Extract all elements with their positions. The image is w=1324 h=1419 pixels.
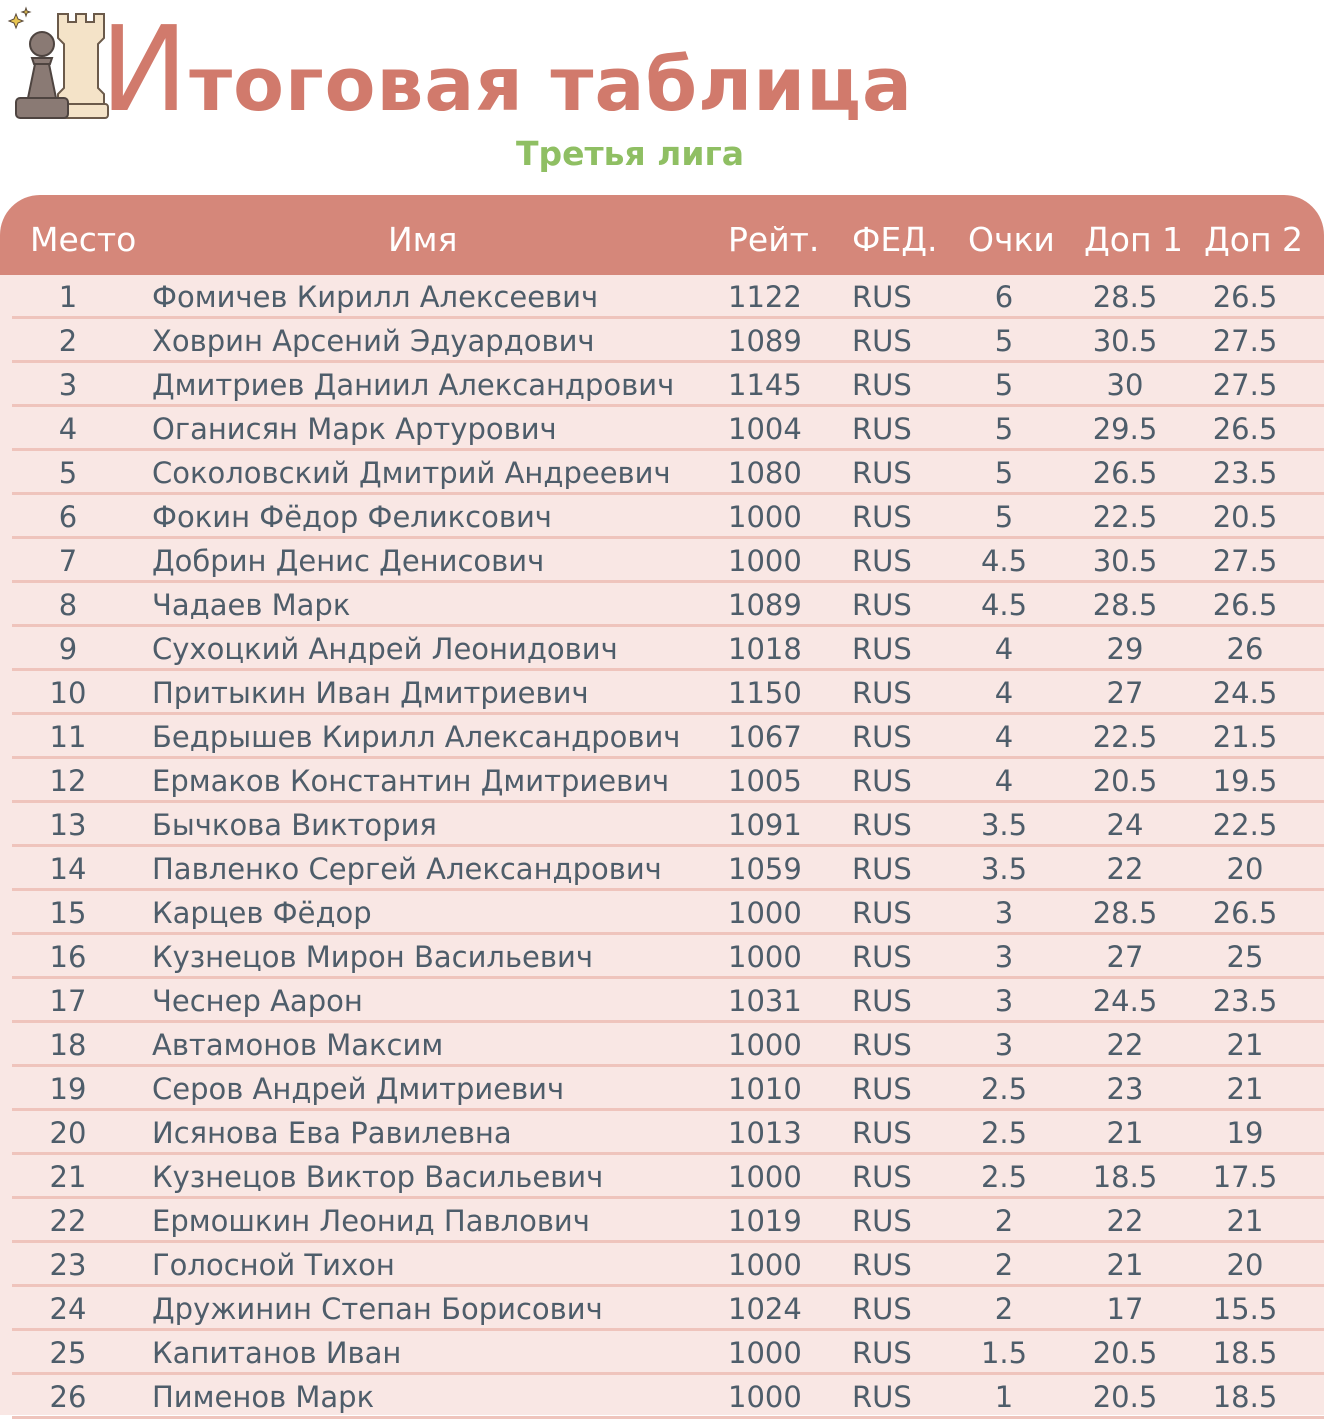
cell-place: 18 (49, 1028, 87, 1062)
cell-rating: 1024 (728, 1292, 802, 1326)
cell-tiebreak-1: 28.5 (1092, 588, 1158, 622)
cell-points: 4 (994, 676, 1014, 710)
table-row (0, 495, 1324, 539)
cell-federation: RUS (852, 676, 912, 710)
cell-tiebreak-1: 22 (1106, 852, 1144, 886)
page-subtitle: Третья лига (516, 134, 744, 173)
cell-tiebreak-1: 24 (1106, 808, 1144, 842)
cell-tiebreak-1: 20.5 (1092, 764, 1158, 798)
cell-rating: 1000 (728, 896, 802, 930)
table-row (0, 803, 1324, 847)
cell-name: Чеснер Аарон (152, 984, 363, 1018)
column-header-name: Имя (388, 220, 458, 259)
cell-place: 7 (58, 544, 78, 578)
table-row (0, 1067, 1324, 1111)
cell-points: 4.5 (980, 544, 1028, 578)
cell-tiebreak-1: 29 (1106, 632, 1144, 666)
cell-tiebreak-2: 26.5 (1212, 280, 1278, 314)
cell-tiebreak-1: 28.5 (1092, 896, 1158, 930)
cell-tiebreak-1: 21 (1106, 1116, 1144, 1150)
cell-name: Кузнецов Виктор Васильевич (152, 1160, 604, 1194)
page-header (0, 0, 1324, 190)
cell-points: 3 (994, 984, 1014, 1018)
cell-rating: 1059 (728, 852, 802, 886)
cell-tiebreak-2: 21.5 (1212, 720, 1278, 754)
table-row (0, 583, 1324, 627)
cell-federation: RUS (852, 544, 912, 578)
table-row (0, 1375, 1324, 1419)
cell-points: 3.5 (980, 808, 1028, 842)
cell-federation: RUS (852, 1248, 912, 1282)
cell-rating: 1089 (728, 588, 802, 622)
cell-name: Голосной Тихон (152, 1248, 395, 1282)
cell-tiebreak-2: 23.5 (1212, 456, 1278, 490)
cell-points: 6 (994, 280, 1014, 314)
cell-tiebreak-1: 30.5 (1092, 544, 1158, 578)
cell-name: Ховрин Арсений Эдуардович (152, 324, 595, 358)
table-row (0, 319, 1324, 363)
cell-rating: 1000 (728, 544, 802, 578)
cell-federation: RUS (852, 588, 912, 622)
table-row (0, 935, 1324, 979)
cell-tiebreak-1: 21 (1106, 1248, 1144, 1282)
cell-place: 23 (49, 1248, 87, 1282)
cell-name: Бедрышев Кирилл Александрович (152, 720, 681, 754)
cell-rating: 1000 (728, 1028, 802, 1062)
cell-tiebreak-1: 24.5 (1092, 984, 1158, 1018)
cell-tiebreak-1: 22 (1106, 1028, 1144, 1062)
cell-federation: RUS (852, 456, 912, 490)
cell-federation: RUS (852, 632, 912, 666)
cell-points: 3.5 (980, 852, 1028, 886)
cell-federation: RUS (852, 808, 912, 842)
cell-rating: 1018 (728, 632, 802, 666)
cell-tiebreak-2: 22.5 (1212, 808, 1278, 842)
cell-points: 1.5 (980, 1336, 1028, 1370)
cell-place: 5 (58, 456, 78, 490)
cell-place: 1 (58, 280, 78, 314)
page-title: Итоговая таблица (100, 0, 913, 138)
cell-name: Карцев Фёдор (152, 896, 372, 930)
column-header-tiebreak-1: Доп 1 (1084, 220, 1184, 259)
cell-tiebreak-2: 26.5 (1212, 412, 1278, 446)
cell-tiebreak-1: 22.5 (1092, 720, 1158, 754)
cell-place: 13 (49, 808, 87, 842)
table-header (0, 195, 1324, 275)
cell-points: 4 (994, 632, 1014, 666)
cell-tiebreak-1: 22.5 (1092, 500, 1158, 534)
cell-name: Фокин Фёдор Феликсович (152, 500, 552, 534)
cell-tiebreak-1: 30.5 (1092, 324, 1158, 358)
cell-name: Притыкин Иван Дмитриевич (152, 676, 589, 710)
cell-tiebreak-2: 27.5 (1212, 368, 1278, 402)
table-row (0, 1023, 1324, 1067)
cell-tiebreak-1: 29.5 (1092, 412, 1158, 446)
cell-name: Бычкова Виктория (152, 808, 437, 842)
cell-federation: RUS (852, 852, 912, 886)
cell-place: 22 (49, 1204, 87, 1238)
cell-place: 26 (49, 1380, 87, 1414)
cell-points: 5 (994, 368, 1014, 402)
cell-name: Исянова Ева Равилевна (152, 1116, 512, 1150)
table-row (0, 451, 1324, 495)
cell-rating: 1000 (728, 1160, 802, 1194)
table-row (0, 1111, 1324, 1155)
cell-federation: RUS (852, 324, 912, 358)
cell-federation: RUS (852, 1380, 912, 1414)
table-row (0, 1331, 1324, 1375)
cell-name: Пименов Марк (152, 1380, 375, 1414)
cell-federation: RUS (852, 720, 912, 754)
cell-rating: 1000 (728, 940, 802, 974)
cell-tiebreak-2: 19 (1226, 1116, 1264, 1150)
cell-points: 4.5 (980, 588, 1028, 622)
table-row (0, 1243, 1324, 1287)
cell-tiebreak-2: 15.5 (1212, 1292, 1278, 1326)
cell-place: 12 (49, 764, 87, 798)
cell-rating: 1091 (728, 808, 802, 842)
cell-rating: 1122 (728, 280, 802, 314)
column-header-tiebreak-2: Доп 2 (1204, 220, 1304, 259)
cell-federation: RUS (852, 368, 912, 402)
table-row (0, 363, 1324, 407)
cell-tiebreak-1: 27 (1106, 940, 1144, 974)
cell-federation: RUS (852, 1072, 912, 1106)
table-row (0, 1155, 1324, 1199)
cell-name: Автамонов Максим (152, 1028, 444, 1062)
cell-place: 11 (49, 720, 87, 754)
cell-name: Серов Андрей Дмитриевич (152, 1072, 565, 1106)
cell-tiebreak-2: 24.5 (1212, 676, 1278, 710)
cell-place: 16 (49, 940, 87, 974)
cell-name: Сухоцкий Андрей Леонидович (152, 632, 618, 666)
cell-tiebreak-1: 23 (1106, 1072, 1144, 1106)
cell-place: 25 (49, 1336, 87, 1370)
cell-place: 15 (49, 896, 87, 930)
cell-rating: 1013 (728, 1116, 802, 1150)
cell-name: Капитанов Иван (152, 1336, 402, 1370)
cell-name: Фомичев Кирилл Алексеевич (152, 280, 599, 314)
cell-federation: RUS (852, 1160, 912, 1194)
table-row (0, 627, 1324, 671)
cell-federation: RUS (852, 1204, 912, 1238)
table-row (0, 715, 1324, 759)
cell-tiebreak-2: 18.5 (1212, 1380, 1278, 1414)
table-row (0, 407, 1324, 451)
cell-tiebreak-2: 20 (1226, 1248, 1264, 1282)
table-body (0, 275, 1324, 1415)
cell-tiebreak-2: 19.5 (1212, 764, 1278, 798)
cell-points: 5 (994, 412, 1014, 446)
cell-federation: RUS (852, 940, 912, 974)
cell-rating: 1150 (728, 676, 802, 710)
cell-tiebreak-2: 21 (1226, 1028, 1264, 1062)
cell-tiebreak-1: 27 (1106, 676, 1144, 710)
column-header-rating: Рейт. (728, 220, 820, 259)
cell-tiebreak-2: 18.5 (1212, 1336, 1278, 1370)
cell-federation: RUS (852, 896, 912, 930)
cell-federation: RUS (852, 1336, 912, 1370)
cell-name: Оганисян Марк Артурович (152, 412, 557, 446)
cell-tiebreak-2: 25 (1226, 940, 1264, 974)
cell-federation: RUS (852, 984, 912, 1018)
cell-federation: RUS (852, 1292, 912, 1326)
cell-points: 2.5 (980, 1160, 1028, 1194)
cell-tiebreak-2: 20.5 (1212, 500, 1278, 534)
cell-rating: 1000 (728, 1248, 802, 1282)
table-row (0, 891, 1324, 935)
cell-points: 3 (994, 896, 1014, 930)
cell-tiebreak-2: 17.5 (1212, 1160, 1278, 1194)
cell-tiebreak-2: 21 (1226, 1204, 1264, 1238)
cell-tiebreak-2: 23.5 (1212, 984, 1278, 1018)
table-row (0, 671, 1324, 715)
cell-points: 5 (994, 500, 1014, 534)
cell-place: 17 (49, 984, 87, 1018)
cell-place: 4 (58, 412, 78, 446)
column-header-federation: ФЕД. (852, 220, 938, 259)
cell-tiebreak-1: 30 (1106, 368, 1144, 402)
cell-federation: RUS (852, 280, 912, 314)
cell-rating: 1005 (728, 764, 802, 798)
cell-place: 21 (49, 1160, 87, 1194)
cell-name: Добрин Денис Денисович (152, 544, 545, 578)
cell-rating: 1004 (728, 412, 802, 446)
cell-federation: RUS (852, 500, 912, 534)
cell-place: 24 (49, 1292, 87, 1326)
cell-name: Кузнецов Мирон Васильевич (152, 940, 593, 974)
cell-tiebreak-1: 18.5 (1092, 1160, 1158, 1194)
cell-rating: 1000 (728, 1336, 802, 1370)
cell-name: Ермошкин Леонид Павлович (152, 1204, 590, 1238)
cell-tiebreak-2: 27.5 (1212, 544, 1278, 578)
cell-place: 3 (58, 368, 78, 402)
cell-federation: RUS (852, 1116, 912, 1150)
cell-tiebreak-1: 17 (1106, 1292, 1144, 1326)
cell-points: 2 (994, 1292, 1014, 1326)
cell-points: 4 (994, 720, 1014, 754)
cell-points: 2 (994, 1248, 1014, 1282)
cell-name: Чадаев Марк (152, 588, 351, 622)
cell-rating: 1010 (728, 1072, 802, 1106)
cell-rating: 1000 (728, 1380, 802, 1414)
cell-rating: 1080 (728, 456, 802, 490)
cell-points: 4 (994, 764, 1014, 798)
cell-tiebreak-2: 26 (1226, 632, 1264, 666)
cell-points: 2.5 (980, 1072, 1028, 1106)
cell-federation: RUS (852, 412, 912, 446)
table-row (0, 1199, 1324, 1243)
table-row (0, 539, 1324, 583)
cell-rating: 1067 (728, 720, 802, 754)
cell-tiebreak-2: 27.5 (1212, 324, 1278, 358)
table-row (0, 979, 1324, 1023)
cell-tiebreak-1: 20.5 (1092, 1336, 1158, 1370)
cell-name: Дмитриев Даниил Александрович (152, 368, 675, 402)
cell-tiebreak-2: 26.5 (1212, 896, 1278, 930)
cell-points: 3 (994, 1028, 1014, 1062)
table-row (0, 1287, 1324, 1331)
cell-rating: 1031 (728, 984, 802, 1018)
cell-points: 2.5 (980, 1116, 1028, 1150)
cell-tiebreak-1: 28.5 (1092, 280, 1158, 314)
table-row (0, 275, 1324, 319)
table-row (0, 759, 1324, 803)
cell-place: 9 (58, 632, 78, 666)
cell-place: 14 (49, 852, 87, 886)
cell-federation: RUS (852, 764, 912, 798)
cell-points: 5 (994, 324, 1014, 358)
cell-tiebreak-1: 26.5 (1092, 456, 1158, 490)
cell-points: 3 (994, 940, 1014, 974)
cell-points: 5 (994, 456, 1014, 490)
cell-name: Ермаков Константин Дмитриевич (152, 764, 670, 798)
cell-name: Дружинин Степан Борисович (152, 1292, 603, 1326)
cell-place: 20 (49, 1116, 87, 1150)
table-row (0, 847, 1324, 891)
cell-points: 2 (994, 1204, 1014, 1238)
results-table (0, 195, 1324, 1415)
cell-tiebreak-1: 20.5 (1092, 1380, 1158, 1414)
cell-place: 6 (58, 500, 78, 534)
cell-place: 8 (58, 588, 78, 622)
cell-place: 2 (58, 324, 78, 358)
cell-rating: 1019 (728, 1204, 802, 1238)
cell-tiebreak-2: 21 (1226, 1072, 1264, 1106)
cell-rating: 1089 (728, 324, 802, 358)
cell-place: 10 (49, 676, 87, 710)
cell-rating: 1000 (728, 500, 802, 534)
cell-rating: 1145 (728, 368, 802, 402)
cell-tiebreak-2: 20 (1226, 852, 1264, 886)
cell-name: Павленко Сергей Александрович (152, 852, 662, 886)
column-header-points: Очки (968, 220, 1055, 259)
column-header-place: Место (30, 220, 137, 259)
cell-tiebreak-1: 22 (1106, 1204, 1144, 1238)
cell-name: Соколовский Дмитрий Андреевич (152, 456, 671, 490)
cell-federation: RUS (852, 1028, 912, 1062)
cell-points: 1 (994, 1380, 1014, 1414)
cell-place: 19 (49, 1072, 87, 1106)
cell-tiebreak-2: 26.5 (1212, 588, 1278, 622)
